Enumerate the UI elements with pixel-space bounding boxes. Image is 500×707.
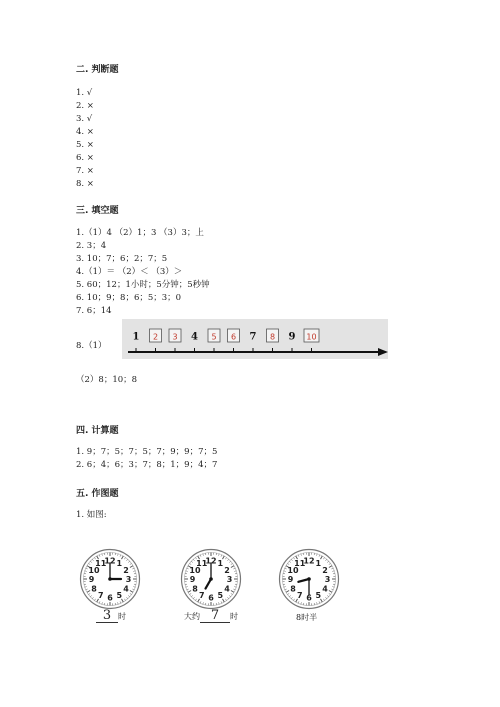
clock-numeral: 4 xyxy=(322,584,328,594)
judge-item: 5. × xyxy=(76,140,94,150)
fill-item: 2. 3；4 xyxy=(76,241,107,251)
clock-numeral: 12 xyxy=(303,556,315,566)
number-line-number: 1 xyxy=(132,331,140,343)
clock-numeral: 9 xyxy=(88,575,95,584)
clock-caption-2 xyxy=(184,610,238,623)
section-heading-judge: 二. 判断题 xyxy=(76,65,119,75)
clock-numeral: 3 xyxy=(324,575,331,584)
clock-numeral: 11 xyxy=(294,558,306,568)
clock-numeral: 7 xyxy=(97,591,104,601)
clock-numeral: 6 xyxy=(107,593,113,603)
judge-item: 8. × xyxy=(76,179,94,189)
clock-numeral: 4 xyxy=(123,584,129,594)
clock-face-3 xyxy=(278,548,340,610)
section-heading-calc: 四. 计算题 xyxy=(76,426,119,436)
number-line-number: 9 xyxy=(288,331,296,343)
clock-numeral: 12 xyxy=(104,556,116,566)
clock-numeral: 6 xyxy=(208,593,214,603)
calc-item: 1. 9；7；5；7；5；7；9；9；7；5 xyxy=(76,447,218,457)
clock-prefix-2: 大约 xyxy=(184,612,200,621)
clock-numeral: 4 xyxy=(224,584,230,594)
clock-numeral: 2 xyxy=(123,565,129,575)
clock-numeral: 7 xyxy=(296,591,303,601)
fill-item: 5. 60；12；1小时；5分钟；5秒钟 xyxy=(76,280,210,290)
number-line-number: 4 xyxy=(191,331,198,343)
clock-numeral: 6 xyxy=(306,593,312,603)
judge-item: 3. √ xyxy=(76,114,93,124)
clock-center-pin xyxy=(209,577,213,581)
judge-item: 6. × xyxy=(76,153,94,163)
judge-item: 1. √ xyxy=(76,88,93,98)
clock-numeral: 8 xyxy=(91,584,97,594)
calc-item: 2. 6；4；6；3；7；8；1；9；4；7 xyxy=(76,460,218,470)
section-heading-draw: 五. 作图题 xyxy=(76,489,119,499)
clock-numeral: 10 xyxy=(88,565,100,575)
number-line-answer: 2 xyxy=(152,332,159,342)
clock-caption-1 xyxy=(96,610,126,623)
number-line-answer: 6 xyxy=(230,332,237,342)
clock-face-1 xyxy=(79,548,141,610)
clock-suffix-1: 时 xyxy=(118,612,126,621)
number-line-answer: 5 xyxy=(211,332,217,342)
clock-numeral: 1 xyxy=(315,558,322,568)
number-line-answer: 3 xyxy=(172,332,178,342)
clock-numeral: 1 xyxy=(217,558,224,568)
section-heading-fill: 三. 填空题 xyxy=(76,206,119,216)
clock-numeral: 12 xyxy=(205,556,217,566)
clock-numeral: 2 xyxy=(322,565,328,575)
clock-numeral: 11 xyxy=(95,558,107,568)
clock-answer-1: 3 xyxy=(96,610,118,623)
clock-numeral: 8 xyxy=(290,584,296,594)
clock-numeral: 8 xyxy=(192,584,198,594)
fill-item: 3. 10；7；6；2；7；5 xyxy=(76,254,168,264)
clock-numeral: 3 xyxy=(125,575,132,584)
clock-numeral: 9 xyxy=(189,575,196,584)
fill-item: 6. 10；9；8；6；5；3；0 xyxy=(76,293,182,303)
clock-numeral: 3 xyxy=(226,575,233,584)
clock-numeral: 9 xyxy=(287,575,294,584)
clock-numeral: 2 xyxy=(224,565,230,575)
clock-suffix-2: 时 xyxy=(230,612,238,621)
fill-item-8-label: 8.（1） xyxy=(76,341,107,351)
clock-center-pin xyxy=(307,577,311,581)
clock-numeral: 11 xyxy=(196,558,208,568)
fill-item: 1.（1）4 （2）1；3 （3）3；上 xyxy=(76,228,204,238)
number-line-number: 7 xyxy=(249,331,257,343)
fill-item: 4.（1）＝ （2）＜ （3）＞ xyxy=(76,267,183,277)
judge-item: 7. × xyxy=(76,166,94,176)
judge-item: 2. × xyxy=(76,101,94,111)
clock-face-2 xyxy=(180,548,242,610)
clock-numeral: 7 xyxy=(198,591,205,601)
fill-item-8-part2: （2）8；10；8 xyxy=(76,375,138,385)
clock-numeral: 5 xyxy=(315,591,322,601)
clock-answer-2: 7 xyxy=(200,610,230,623)
clock-numeral: 10 xyxy=(189,565,201,575)
draw-intro: 1. 如图: xyxy=(76,510,107,520)
number-line-figure xyxy=(122,319,388,359)
fill-item: 7. 6；14 xyxy=(76,306,112,316)
clock-numeral: 5 xyxy=(116,591,123,601)
clock-caption-3 xyxy=(296,612,317,623)
clock-numeral: 5 xyxy=(217,591,224,601)
clock-center-pin xyxy=(108,577,112,581)
judge-item: 4. × xyxy=(76,127,94,137)
number-line-answer: 8 xyxy=(269,332,276,342)
number-line-answer: 10 xyxy=(306,332,317,342)
clock-suffix-3: 8时半 xyxy=(296,613,318,622)
clock-numeral: 10 xyxy=(287,565,299,575)
clock-numeral: 1 xyxy=(116,558,123,568)
